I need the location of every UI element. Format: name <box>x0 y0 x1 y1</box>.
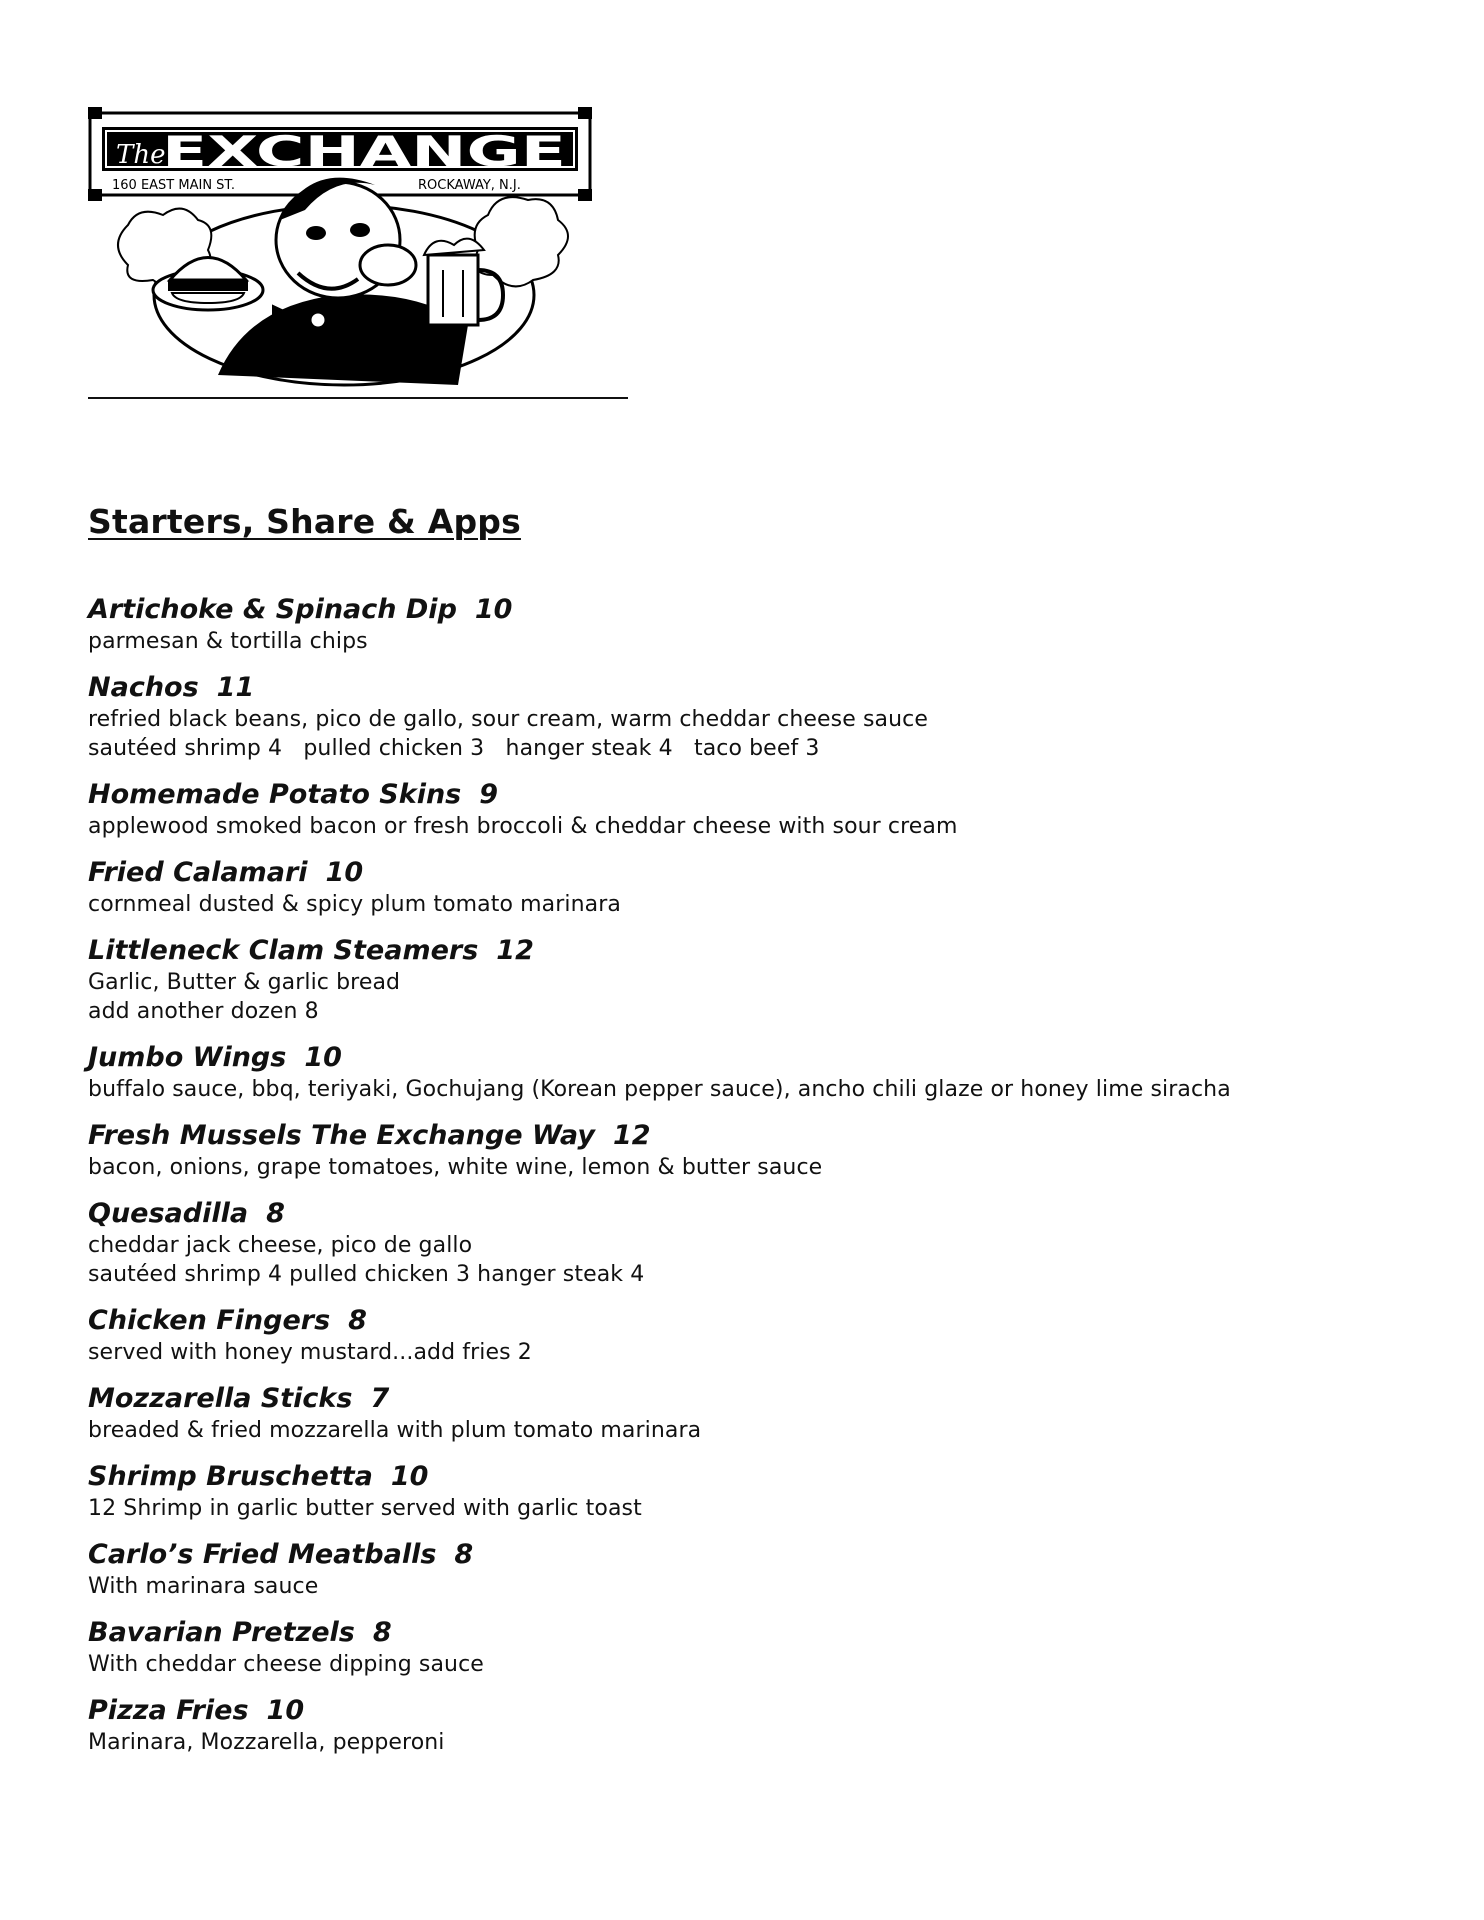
menu-item <box>88 1041 1448 1104</box>
menu-item-name: Fresh Mussels The Exchange Way <box>88 1120 595 1151</box>
menu-item-price: 10 <box>304 1042 342 1073</box>
menu-item-price: 11 <box>216 672 255 703</box>
menu-item-price: 12 <box>612 1120 651 1151</box>
menu-item <box>88 593 1448 656</box>
menu-item <box>88 934 1448 1026</box>
menu-item <box>88 778 1448 841</box>
exchange-logo <box>88 105 600 395</box>
menu-item-name: Chicken Fingers <box>88 1305 331 1336</box>
header-divider <box>88 397 628 399</box>
menu-item-price: 10 <box>474 594 513 625</box>
menu-item-description: parmesan & tortilla chips <box>88 629 368 654</box>
menu-item-price: 10 <box>325 857 364 888</box>
menu-item-description: 12 Shrimp in garlic butter served with garlic toast <box>88 1496 642 1521</box>
menu-item-name: Mozzarella Sticks <box>88 1383 353 1414</box>
menu-item-name: Artichoke & Spinach Dip <box>88 594 457 625</box>
menu-item-description: add another dozen 8 <box>88 999 319 1024</box>
menu-item-name: Quesadilla <box>88 1198 249 1229</box>
menu-item-title <box>88 1460 1448 1494</box>
menu-item-price: 8 <box>372 1617 392 1648</box>
section-title: Starters, Share & Apps <box>88 502 521 541</box>
menu-item-price: 10 <box>390 1461 429 1492</box>
menu-item <box>88 1538 1448 1601</box>
menu-item-title <box>88 1304 1448 1338</box>
menu-item-name: Littleneck Clam Steamers <box>88 935 479 966</box>
menu-item-description: cheddar jack cheese, pico de gallo <box>88 1233 473 1258</box>
menu-item-name: Homemade Potato Skins <box>88 779 462 810</box>
svg-text:The: The <box>116 140 166 170</box>
menu-item-name: Carlo’s Fried Meatballs <box>88 1539 437 1570</box>
menu-item-price: 9 <box>479 779 499 810</box>
menu-item-description: Garlic, Butter & garlic bread <box>88 970 401 995</box>
menu-item <box>88 1694 1448 1757</box>
menu-item-title <box>88 778 1448 812</box>
menu-item-description: applewood smoked bacon or fresh broccoli & cheddar cheese with sour cream <box>88 814 958 839</box>
menu-item <box>88 856 1448 919</box>
menu-item-title <box>88 934 1448 968</box>
menu-item-name: Bavarian Pretzels <box>88 1617 355 1648</box>
menu-item-description: With cheddar cheese dipping sauce <box>88 1652 484 1677</box>
menu-item-description: With marinara sauce <box>88 1574 319 1599</box>
menu-item-title <box>88 1382 1448 1416</box>
menu-item-description: served with honey mustard...add fries 2 <box>88 1340 532 1365</box>
menu-item-name: Nachos <box>88 672 199 703</box>
menu-item <box>88 1119 1448 1182</box>
menu-item-title <box>88 1616 1448 1650</box>
menu-item-price: 7 <box>370 1383 390 1414</box>
menu-item-title <box>88 1197 1448 1231</box>
menu-item-description: Marinara, Mozzarella, pepperoni <box>88 1730 445 1755</box>
menu-item <box>88 671 1448 763</box>
menu-item-name: Shrimp Bruschetta <box>88 1461 373 1492</box>
menu-item <box>88 1382 1448 1445</box>
svg-text:EXCHANGE: EXCHANGE <box>162 127 566 176</box>
menu-item-description: breaded & fried mozzarella with plum tomato marinara <box>88 1418 702 1443</box>
menu-item-description: buffalo sauce, bbq, teriyaki, Gochujang (Korean pepper sauce), ancho chili glaze or honey lime siracha <box>88 1077 1231 1102</box>
menu-item-price: 8 <box>266 1198 285 1229</box>
menu-item <box>88 1460 1448 1523</box>
menu-item-price: 8 <box>454 1539 474 1570</box>
menu-list <box>88 593 1448 1772</box>
menu-item-name: Fried Calamari <box>88 857 308 888</box>
svg-text:160 EAST MAIN ST.: 160 EAST MAIN ST. <box>112 178 235 193</box>
menu-item-name: Pizza Fries <box>88 1695 249 1726</box>
menu-item-description: sautéed shrimp 4 pulled chicken 3 hanger steak 4 <box>88 1262 645 1287</box>
menu-item-title <box>88 671 1448 705</box>
menu-item-price: 10 <box>266 1695 305 1726</box>
menu-item <box>88 1616 1448 1679</box>
menu-item-title <box>88 1694 1448 1728</box>
svg-text:ROCKAWAY, N.J.: ROCKAWAY, N.J. <box>418 178 521 193</box>
menu-item-title <box>88 1119 1448 1153</box>
menu-item-description: cornmeal dusted & spicy plum tomato marinara <box>88 892 621 917</box>
menu-item-title <box>88 1538 1448 1572</box>
menu-item <box>88 1197 1448 1289</box>
menu-item-description: refried black beans, pico de gallo, sour cream, warm cheddar cheese sauce <box>88 707 928 732</box>
menu-item-description: bacon, onions, grape tomatoes, white wine, lemon & butter sauce <box>88 1155 823 1180</box>
menu-item-description: sautéed shrimp 4 pulled chicken 3 hanger steak 4 taco beef 3 <box>88 736 820 761</box>
menu-item <box>88 1304 1448 1367</box>
menu-item-price: 8 <box>348 1305 367 1336</box>
menu-item-title <box>88 593 1448 627</box>
menu-item-price: 12 <box>496 935 534 966</box>
menu-item-title <box>88 856 1448 890</box>
menu-item-name: Jumbo Wings <box>88 1042 287 1073</box>
menu-item-title <box>88 1041 1448 1075</box>
